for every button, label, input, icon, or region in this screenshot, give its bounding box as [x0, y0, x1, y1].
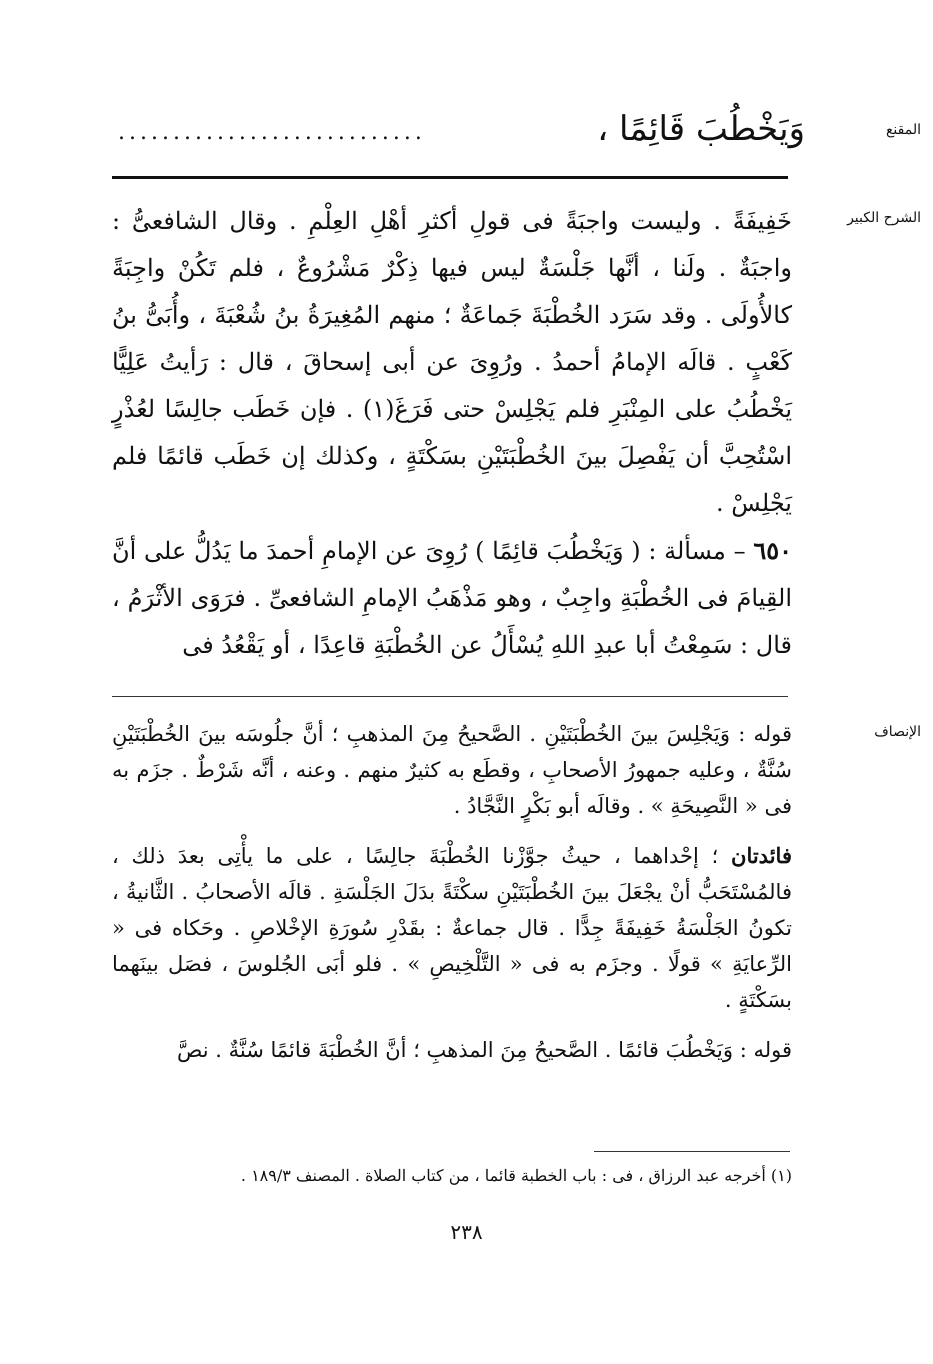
insaf-section	[112, 716, 792, 1068]
sharh-section	[112, 198, 792, 669]
faidatan-text: ؛ إحْداهما ، حيثُ جوَّزْنا الخُطْبَةَ جالِسًا ، على ما يأْتِى بعدَ ذلك ، فالمُسْتَحَبُّ أنْ يجْعَلَ بينَ الخُطْبَتَيْنِ سكْتَةً بدَلَ الجَلْسَةِ . قالَه الأصحابُ . الثَّانيةُ ، تكونُ الجَلْسَةُ خَفِيفَةً جِدًّا . قال جماعةٌ : بقَدْرِ سُورَةِ الإخْلاصِ . وحَكاه فى « الرِّعايَةِ » قولًا . وجزَم به فى « التَّلْخِيصِ » . فلو أبَى الجُلوسَ ، فصَل بينَهما بسَكْتَةٍ .	[112, 844, 792, 1012]
muqni-label: المقنع	[885, 122, 921, 138]
insaf-paragraph: قوله : وَيَخْطُبَ قائمًا . الصَّحيحُ مِنَ المذهبِ ؛ أنَّ الخُطْبَةَ قائمًا سُنَّةٌ . نصَّ	[177, 1038, 792, 1062]
header-divider	[112, 176, 788, 179]
masala-text: – مسألة : ( وَيَخْطُبَ قائِمًا ) رُوِىَ عن الإمامِ أحمدَ ما يَدُلُّ على أنَّ القِيامَ فى الخُطْبَةِ واجِبٌ ، وهو مَذْهَبُ الإمامِ الشافعىِّ . فرَوَى الأثْرَمُ ، قال : سَمِعْتُ أبا عبدِ اللهِ يُسْأَلُ عن الخُطْبَةِ قاعِدًا ، أو يَقْعُدُ فى	[112, 537, 792, 659]
insaf-label: الإنصاف	[874, 724, 921, 740]
muqni-text: وَيَخْطُبَ قَائِمًا ،	[597, 109, 805, 149]
page-number: ٢٣٨	[450, 1220, 483, 1244]
sharh-label: الشرح الكبير	[847, 210, 921, 226]
footnote-divider	[594, 1151, 790, 1152]
section-divider	[112, 696, 788, 697]
masala-number: ٦٥٠	[753, 536, 792, 565]
faidatan-paragraph	[112, 838, 792, 1018]
footnote: (١) أخرجه عبد الرزاق ، فى : باب الخطبة قائما ، من كتاب الصلاة . المصنف ١٨٩/٣ .	[240, 1166, 792, 1185]
faidatan-label: فائدتان	[731, 843, 792, 868]
masala-paragraph	[112, 527, 792, 669]
muqni-dots: ............................	[118, 120, 426, 145]
insaf-paragraph: قوله : وَيَجْلِسَ بينَ الخُطْبَتَيْنِ . الصَّحيحُ مِنَ المذهبِ ؛ أنَّ جلُوسَه بينَ الخُطْبَتَيْنِ سُنَّةٌ ، وعليه جمهورُ الأصحابِ ، وقطَع به كثيرٌ منهم . وعنه ، أنَّه شَرْطٌ . جزَم به فى « النَّصِيحَةِ » . وقالَه أبو بَكْرٍ النَّجَّادُ .	[112, 722, 792, 818]
sharh-paragraph: خَفِيفَةً . وليست واجبَةً فى قولِ أكثرِ أهْلِ العِلْمِ . وقال الشافعىُّ : واجبَةٌ . ولَنا ، أنَّها جَلْسَةٌ ليس فيها ذِكْرٌ مَشْرُوعٌ ، فلم تَكُنْ واجِبَةً كالأُولَى . وقد سَرَد الخُطْبَةَ جَماعَةٌ ؛ منهم المُغِيرَةُ بنُ شُعْبَةَ ، وأُبَىُّ بنُ كَعْبٍ . قالَه الإمامُ أحمدُ . ورُوِىَ عن أبى إسحاقَ ، قال : رَأيتُ عَلِيًّا يَخْطُبُ على المِنْبَرِ فلم يَجْلِسْ حتى فَرَغَ(١) . فإن خَطَب جالِسًا لعُذْرٍ اسْتُحِبَّ أن يَفْصِلَ بينَ الخُطْبَتَيْنِ بسَكْتَةٍ ، وكذلك إن خَطَب قائمًا فلم يَجْلِسْ .	[112, 207, 792, 517]
